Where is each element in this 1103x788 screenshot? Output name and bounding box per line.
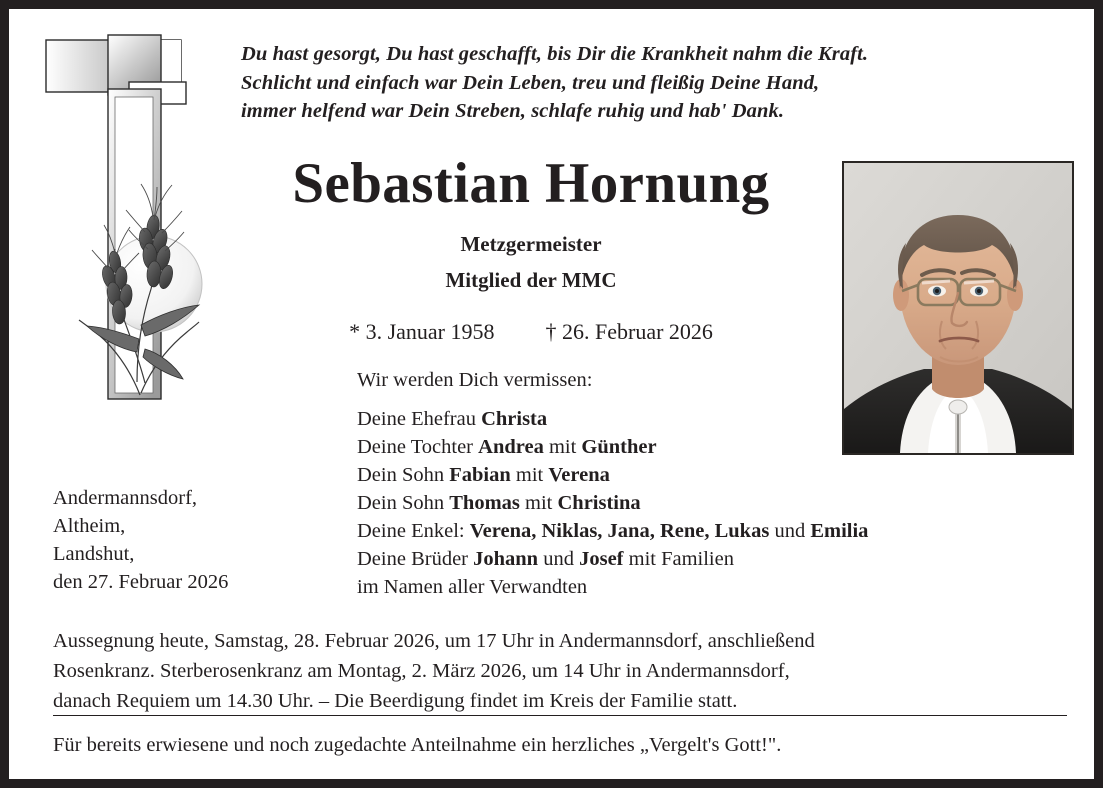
mourner-relation: mit	[519, 492, 558, 514]
mourner-relation: mit Familien	[623, 548, 734, 570]
mourner-relation: und	[769, 520, 811, 542]
deceased-block	[241, 151, 821, 347]
verse-line: Du hast gesorgt, Du hast geschafft, bis Dir die Krankheit nahm die Kraft.	[241, 43, 869, 65]
mourner-row	[357, 405, 1057, 433]
mourner-name: Christina	[557, 492, 641, 514]
mourner-relation: Deine Enkel:	[357, 520, 470, 542]
mourner-relation: Deine Tochter	[357, 436, 479, 458]
mourner-row	[357, 433, 1057, 461]
mourner-name: Johann	[473, 548, 539, 570]
mourner-relation: Deine Ehefrau	[357, 408, 482, 430]
section-divider	[53, 715, 1067, 716]
mourner-relation: Dein Sohn	[357, 464, 450, 486]
mourner-name: Christa	[481, 408, 548, 430]
funeral-service-details	[53, 626, 1068, 716]
mourner-row	[357, 461, 1057, 489]
notice-content-area	[9, 9, 1094, 779]
mourner-row	[357, 517, 1057, 545]
mourner-name: Fabian	[449, 464, 511, 486]
birth-date: 3. Januar 1958	[365, 319, 495, 344]
mourner-name: Verena, Niklas, Jana, Rene, Lukas	[469, 520, 770, 542]
mourner-row	[357, 573, 1057, 601]
deceased-name: Sebastian Hornung	[292, 152, 770, 215]
place-line: Landshut,	[53, 543, 135, 565]
place-date-block	[53, 484, 343, 596]
mourner-name: Thomas	[449, 492, 520, 514]
mourner-name: Günther	[581, 436, 657, 458]
place-line: Altheim,	[53, 515, 126, 537]
mourner-name: Verena	[548, 464, 610, 486]
service-line: Rosenkranz. Sterberosenkranz am Montag, 2. März 2026, um 14 Uhr in Andermannsdorf,	[53, 660, 790, 682]
mourners-list	[357, 366, 1057, 601]
mourner-name: Josef	[579, 548, 624, 570]
mourner-relation: und	[538, 548, 580, 570]
service-line: danach Requiem um 14.30 Uhr. – Die Beerdigung findet im Kreis der Familie statt.	[53, 690, 738, 712]
mourner-relation: mit	[510, 464, 549, 486]
deceased-profession: Metzgermeister	[460, 232, 602, 256]
life-dates	[241, 317, 821, 347]
mourner-relation: mit	[543, 436, 582, 458]
mourner-name: Andrea	[478, 436, 544, 458]
death-date: 26. Februar 2026	[562, 319, 713, 344]
mourner-rows	[357, 405, 1057, 601]
service-line: Aussegnung heute, Samstag, 28. Februar 2026, um 17 Uhr in Andermannsdorf, anschließend	[53, 630, 815, 652]
cross-with-wheat-and-host-icon	[41, 27, 241, 427]
deceased-membership: Mitglied der MMC	[445, 268, 617, 292]
mourner-row	[357, 545, 1057, 573]
thanks-note: Für bereits erwiesene und noch zugedachte Anteilnahme ein herzliches „Vergelt's Gott!".	[53, 734, 782, 756]
mourners-intro: Wir werden Dich vermissen:	[357, 369, 593, 391]
verse-line: Schlicht und einfach war Dein Leben, treu und fleißig Deine Hand,	[241, 71, 820, 94]
death-symbol: †	[545, 319, 557, 344]
birth-symbol: *	[349, 319, 361, 344]
mourner-relation: im Namen aller Verwandten	[357, 576, 588, 598]
mourner-relation: Dein Sohn	[357, 492, 450, 514]
mourner-name: Emilia	[810, 520, 869, 542]
notice-date: den 27. Februar 2026	[53, 571, 229, 593]
mourner-relation: Deine Brüder	[357, 548, 474, 570]
verse-line: immer helfend war Dein Streben, schlafe ruhig und hab' Dank.	[241, 100, 785, 122]
place-line: Andermannsdorf,	[53, 487, 198, 509]
memorial-verse	[241, 40, 1086, 126]
mourner-row	[357, 489, 1057, 517]
